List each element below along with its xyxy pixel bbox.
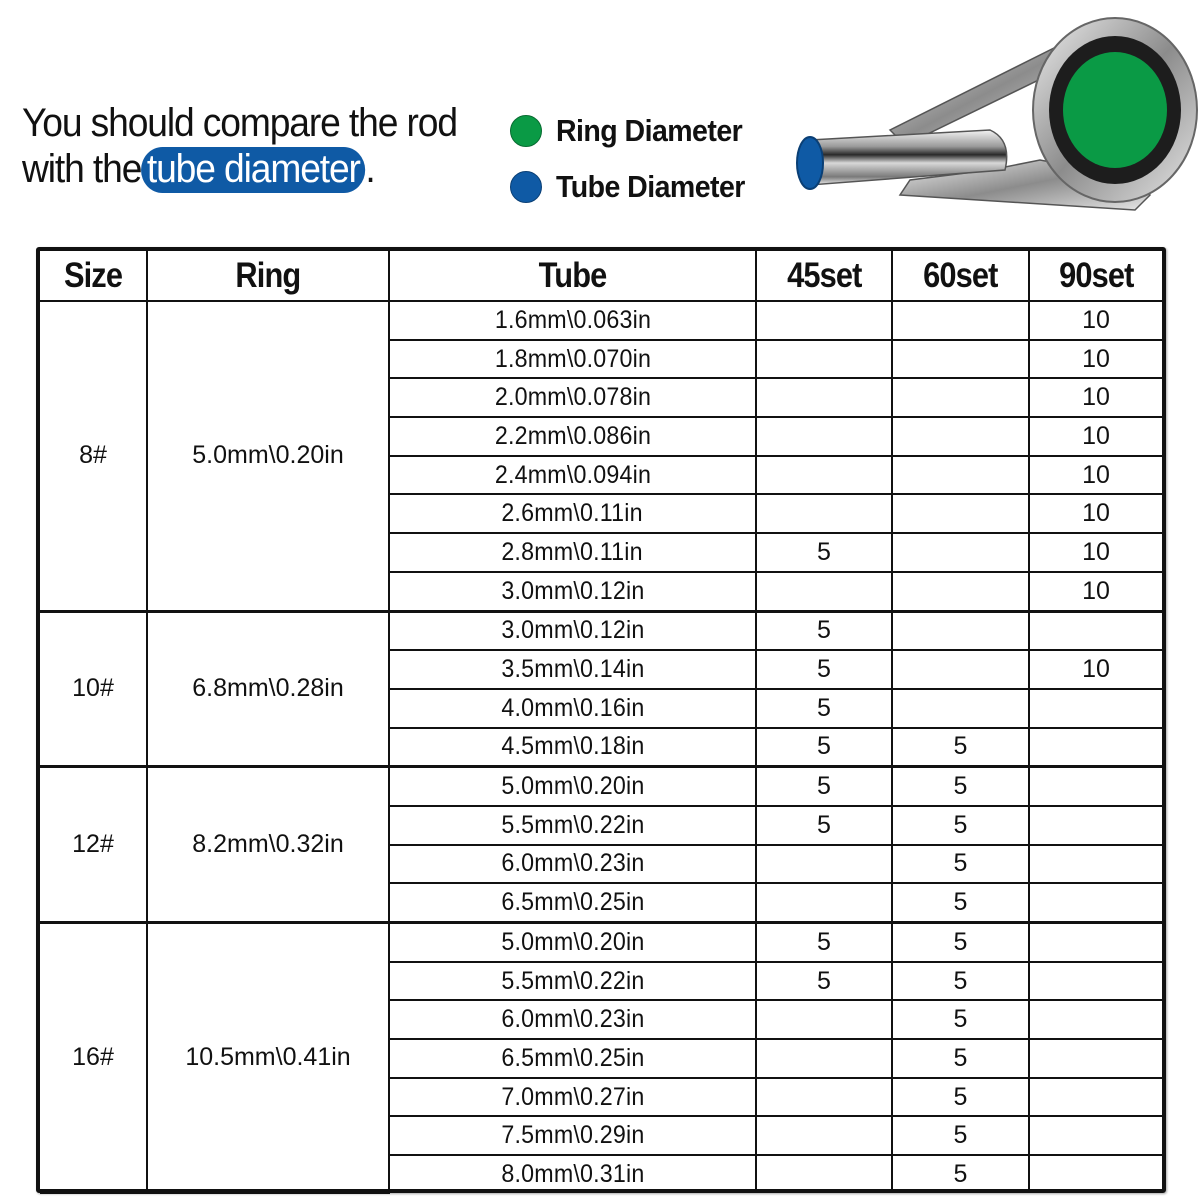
ring-cell: 8.2mm\0.32in — [147, 767, 389, 923]
ring-cell: 5.0mm\0.20in — [147, 301, 389, 611]
set45-cell — [756, 456, 892, 495]
set90-cell — [1029, 767, 1162, 806]
set45-cell: 5 — [756, 533, 892, 572]
set60-cell: 5 — [892, 923, 1029, 962]
legend-item-ring-diameter — [510, 103, 761, 159]
set45-cell — [756, 1000, 892, 1039]
tube-cell: 6.0mm\0.23in — [389, 845, 756, 884]
column-header-90set: 90set — [1029, 251, 1162, 301]
ring-cell: 10.5mm\0.41in — [147, 923, 389, 1193]
set90-cell — [1029, 1116, 1162, 1155]
set90-cell: 10 — [1029, 494, 1162, 533]
set90-cell — [1029, 689, 1162, 728]
table-row — [40, 923, 1162, 962]
headline — [22, 100, 457, 192]
column-header-45set: 45set — [756, 251, 892, 301]
set90-cell: 10 — [1029, 572, 1162, 611]
headline-line-2-suffix: . — [365, 147, 375, 191]
size-chart-table — [40, 251, 1162, 1194]
set90-cell — [1029, 1000, 1162, 1039]
set90-cell: 10 — [1029, 378, 1162, 417]
tube-cell: 2.6mm\0.11in — [389, 494, 756, 533]
table-body — [40, 301, 1162, 1193]
set45-cell: 5 — [756, 728, 892, 767]
set90-cell: 10 — [1029, 301, 1162, 340]
set60-cell — [892, 533, 1029, 572]
size-cell: 12# — [40, 767, 147, 923]
set90-cell — [1029, 883, 1162, 922]
tube-cell: 5.0mm\0.20in — [389, 923, 756, 962]
column-header-60set: 60set — [892, 251, 1029, 301]
set90-cell: 10 — [1029, 533, 1162, 572]
set60-cell: 5 — [892, 1116, 1029, 1155]
set60-cell — [892, 301, 1029, 340]
tube-diameter-highlight: tube diameter — [141, 147, 365, 193]
set90-cell: 10 — [1029, 650, 1162, 689]
legend-label: Ring Diameter — [556, 113, 743, 148]
set60-cell — [892, 611, 1029, 650]
green-dot-icon — [510, 115, 542, 147]
set60-cell: 5 — [892, 883, 1029, 922]
legend-item-tube-diameter — [510, 159, 761, 215]
set45-cell — [756, 1078, 892, 1117]
tube-cell: 3.5mm\0.14in — [389, 650, 756, 689]
tube-cell: 4.0mm\0.16in — [389, 689, 756, 728]
tube-cell: 2.2mm\0.086in — [389, 417, 756, 456]
column-header-size: Size — [40, 251, 147, 301]
set45-cell: 5 — [756, 767, 892, 806]
set90-cell — [1029, 845, 1162, 884]
set60-cell — [892, 417, 1029, 456]
table-row — [40, 767, 1162, 806]
headline-line-2-prefix: with the — [22, 147, 142, 191]
set45-cell — [756, 494, 892, 533]
headline-line-1: You should compare the rod — [22, 101, 457, 145]
set45-cell — [756, 572, 892, 611]
tube-cell: 7.0mm\0.27in — [389, 1078, 756, 1117]
set45-cell — [756, 845, 892, 884]
set90-cell: 10 — [1029, 456, 1162, 495]
set60-cell: 5 — [892, 1155, 1029, 1193]
tube-cell: 3.0mm\0.12in — [389, 611, 756, 650]
set60-cell — [892, 572, 1029, 611]
tube-cell: 4.5mm\0.18in — [389, 728, 756, 767]
tube-cell: 5.5mm\0.22in — [389, 962, 756, 1001]
set60-cell: 5 — [892, 728, 1029, 767]
table-header-row — [40, 251, 1162, 301]
set90-cell — [1029, 611, 1162, 650]
column-header-ring: Ring — [147, 251, 389, 301]
set60-cell: 5 — [892, 1000, 1029, 1039]
rod-tip-guide-icon — [790, 10, 1200, 220]
set90-cell: 10 — [1029, 417, 1162, 456]
size-cell: 10# — [40, 611, 147, 767]
set60-cell: 5 — [892, 1039, 1029, 1078]
tube-cell: 3.0mm\0.12in — [389, 572, 756, 611]
set60-cell: 5 — [892, 806, 1029, 845]
tube-cell: 5.0mm\0.20in — [389, 767, 756, 806]
set45-cell: 5 — [756, 650, 892, 689]
tube-cell: 2.4mm\0.094in — [389, 456, 756, 495]
set60-cell — [892, 340, 1029, 379]
size-table — [36, 247, 1166, 1193]
set45-cell — [756, 883, 892, 922]
set60-cell — [892, 494, 1029, 533]
tube-cell: 6.5mm\0.25in — [389, 1039, 756, 1078]
table-row — [40, 611, 1162, 650]
tube-diameter-marker — [797, 137, 823, 189]
set90-cell — [1029, 728, 1162, 767]
size-cell: 8# — [40, 301, 147, 611]
set45-cell — [756, 1039, 892, 1078]
set45-cell: 5 — [756, 923, 892, 962]
set45-cell — [756, 301, 892, 340]
legend-label: Tube Diameter — [556, 169, 745, 204]
set45-cell — [756, 1155, 892, 1193]
set90-cell — [1029, 962, 1162, 1001]
set60-cell — [892, 689, 1029, 728]
set45-cell — [756, 378, 892, 417]
ring-diameter-marker — [1063, 52, 1167, 168]
tube-cell: 1.6mm\0.063in — [389, 301, 756, 340]
tube-cell: 8.0mm\0.31in — [389, 1155, 756, 1193]
tube-cell: 5.5mm\0.22in — [389, 806, 756, 845]
set60-cell — [892, 378, 1029, 417]
set60-cell — [892, 650, 1029, 689]
set60-cell: 5 — [892, 845, 1029, 884]
set60-cell — [892, 456, 1029, 495]
size-cell: 16# — [40, 923, 147, 1193]
set90-cell — [1029, 923, 1162, 962]
tube-cell: 2.0mm\0.078in — [389, 378, 756, 417]
legend — [510, 103, 761, 215]
set45-cell — [756, 417, 892, 456]
set90-cell: 10 — [1029, 340, 1162, 379]
column-header-tube: Tube — [389, 251, 756, 301]
set90-cell — [1029, 1078, 1162, 1117]
tube-cell: 7.5mm\0.29in — [389, 1116, 756, 1155]
set60-cell: 5 — [892, 1078, 1029, 1117]
headline-line-2 — [22, 146, 457, 192]
set45-cell: 5 — [756, 689, 892, 728]
set60-cell: 5 — [892, 962, 1029, 1001]
set45-cell — [756, 1116, 892, 1155]
set45-cell: 5 — [756, 611, 892, 650]
blue-dot-icon — [510, 171, 542, 203]
set90-cell — [1029, 806, 1162, 845]
tube-cell: 6.0mm\0.23in — [389, 1000, 756, 1039]
set90-cell — [1029, 1039, 1162, 1078]
set60-cell: 5 — [892, 767, 1029, 806]
tube-cell: 6.5mm\0.25in — [389, 883, 756, 922]
set45-cell: 5 — [756, 806, 892, 845]
tube-cell: 1.8mm\0.070in — [389, 340, 756, 379]
ring-cell: 6.8mm\0.28in — [147, 611, 389, 767]
rod-tip-guide-illustration — [790, 10, 1200, 220]
table-row — [40, 301, 1162, 340]
set45-cell — [756, 340, 892, 379]
set45-cell: 5 — [756, 962, 892, 1001]
set90-cell — [1029, 1155, 1162, 1193]
tube-cell: 2.8mm\0.11in — [389, 533, 756, 572]
